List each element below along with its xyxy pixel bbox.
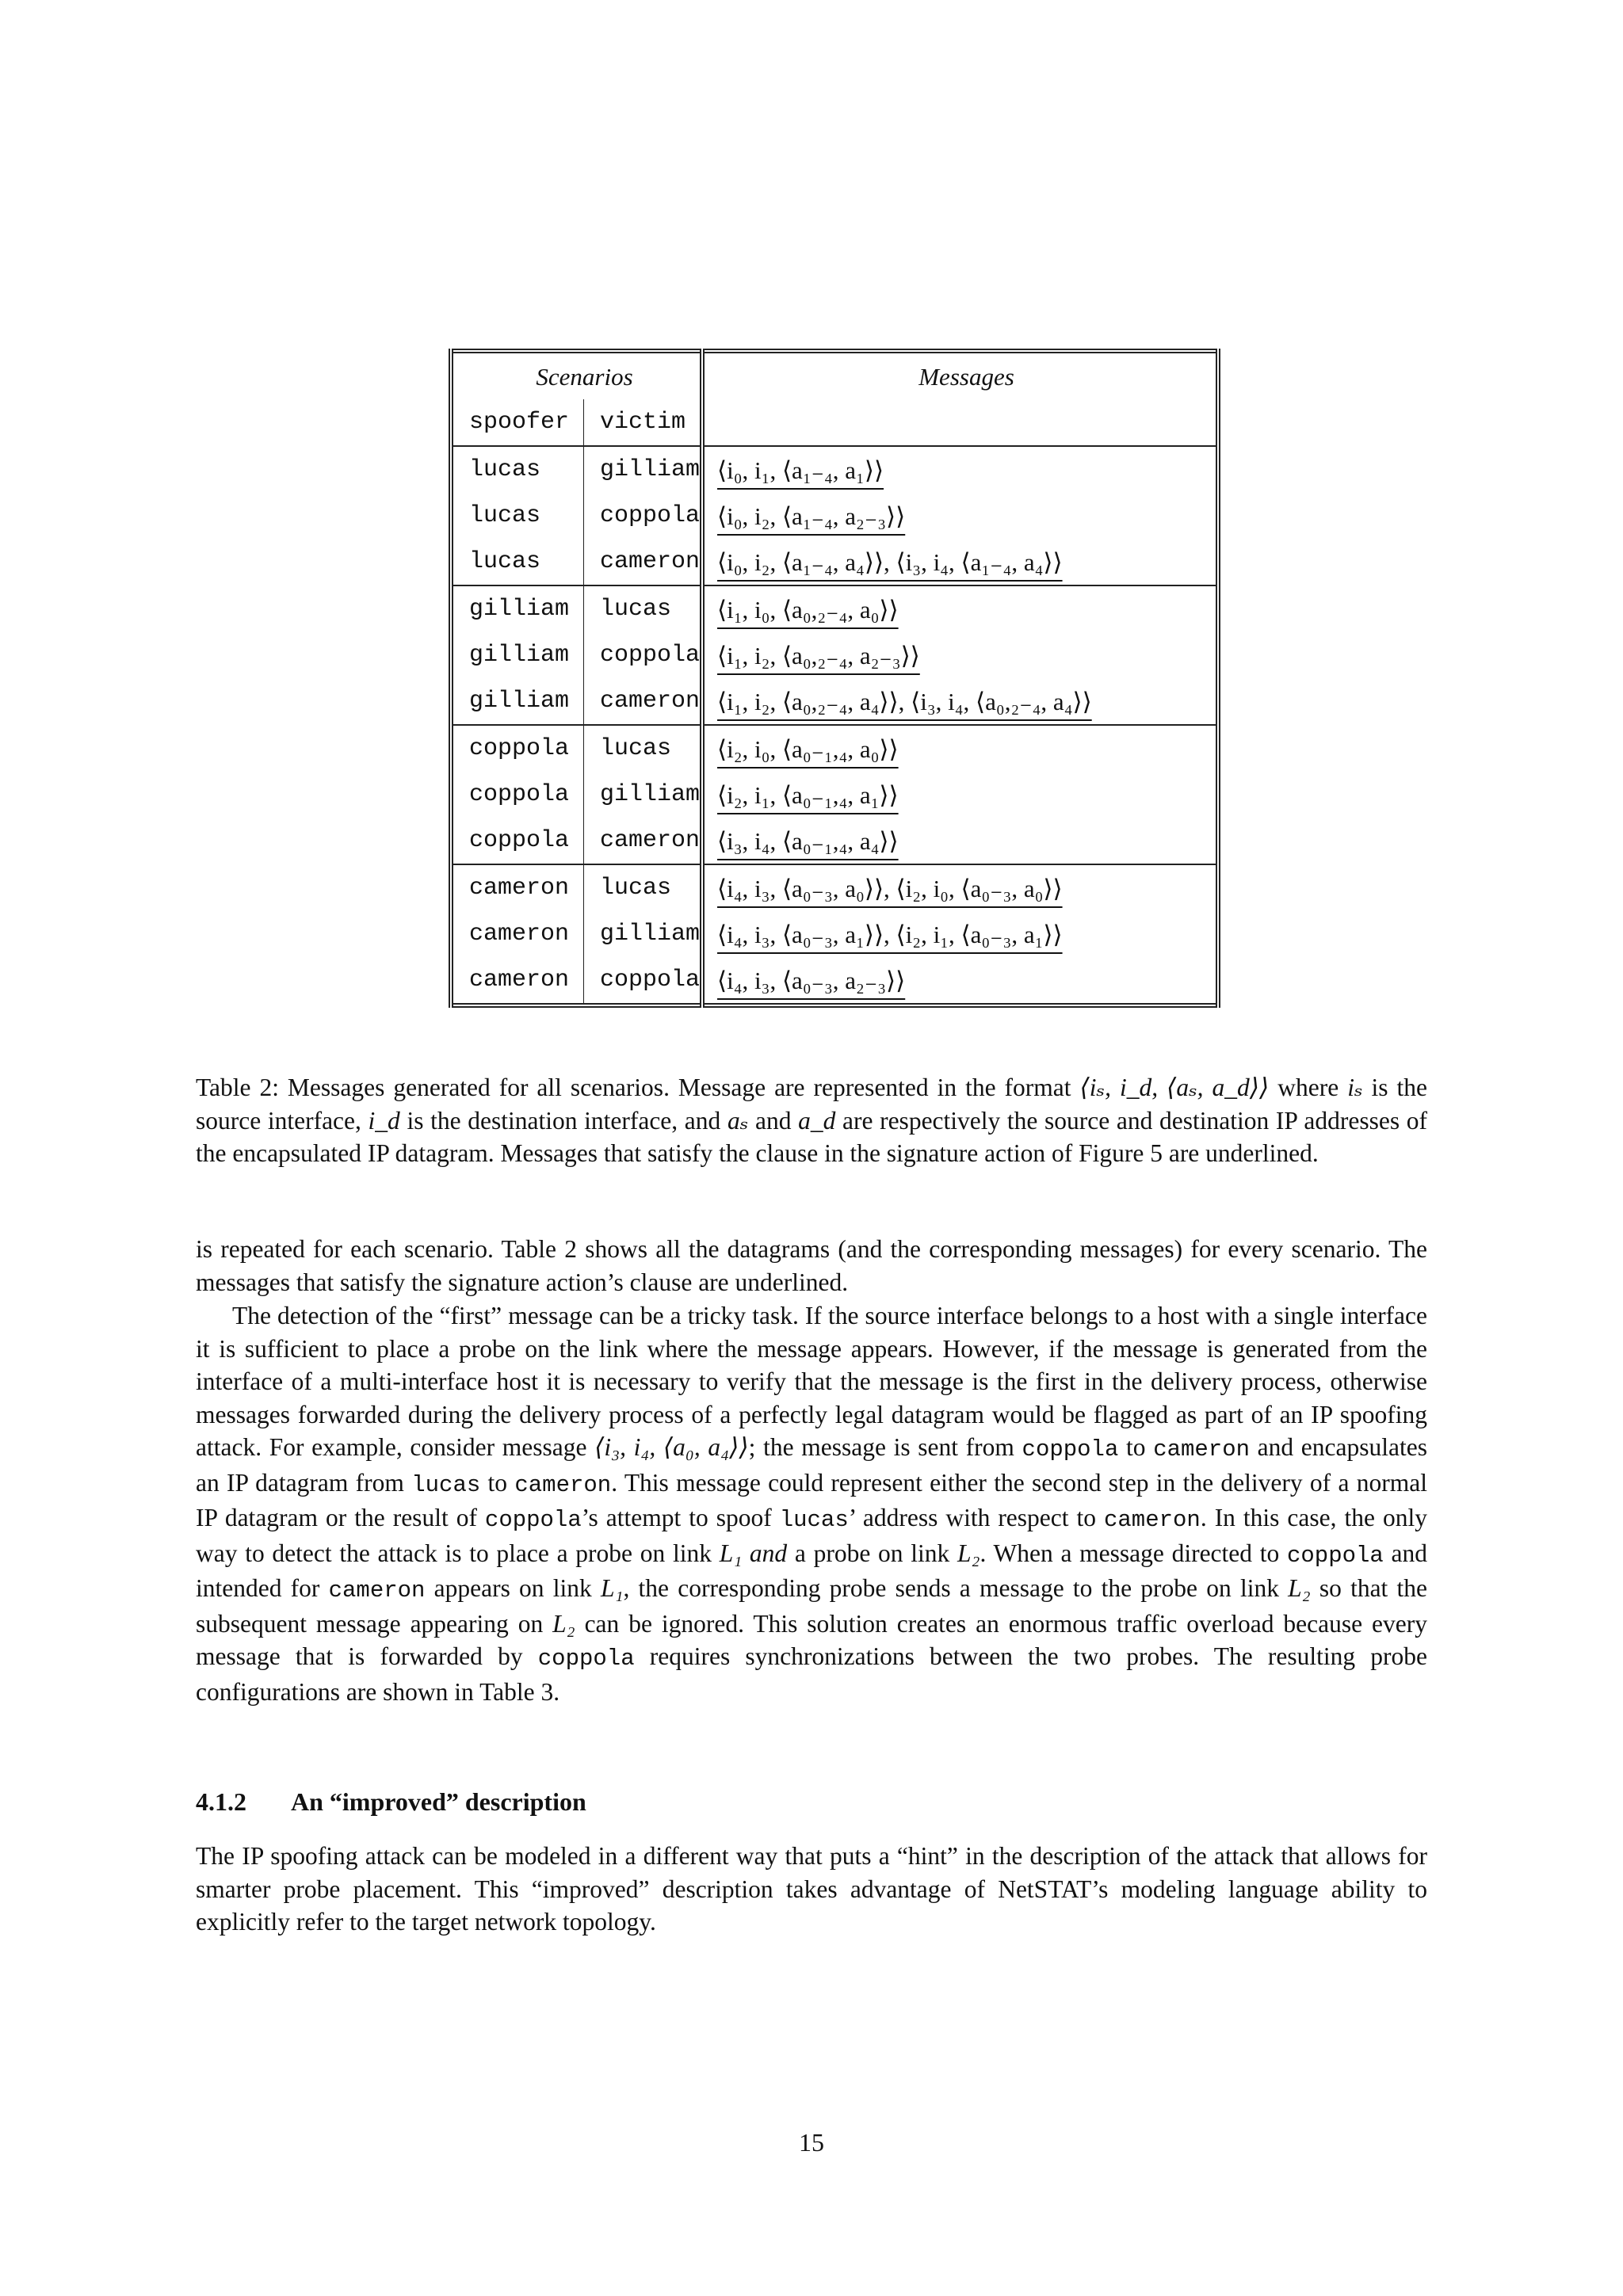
table-header-row	[451, 351, 1218, 399]
spoofer-cell: cameron	[451, 864, 584, 911]
table-row	[451, 539, 1218, 585]
victim-cell: cameron	[584, 818, 703, 864]
messages-cell	[702, 493, 1218, 539]
table-row	[451, 725, 1218, 772]
spoofer-cell: gilliam	[451, 632, 584, 678]
spoofer-cell: lucas	[451, 446, 584, 493]
message-list: ⟨i₀, i₂, ⟨a₁₋₄, a₂₋₃⟩⟩	[717, 502, 906, 530]
host-name: cameron	[328, 1577, 426, 1604]
messages-cell	[702, 725, 1218, 772]
messages-cell	[702, 772, 1218, 818]
spoofer-cell: cameron	[451, 957, 584, 1005]
victim-cell: coppola	[584, 632, 703, 678]
messages-cell	[702, 911, 1218, 957]
victim-cell: gilliam	[584, 772, 703, 818]
table	[449, 349, 1220, 1008]
caption-text: and	[748, 1106, 799, 1135]
table-row	[451, 632, 1218, 678]
text: ’ address with respect to	[848, 1504, 1104, 1531]
host-name: cameron	[1104, 1507, 1201, 1533]
math: L₂	[1288, 1574, 1311, 1602]
caption-text: are respectively the source and destination IP addresses of the encapsulated IP datagram. Messages that satisfy the clause in the signature action of Figure 5 are underlined.	[196, 1106, 1427, 1167]
caption-ad: a_d	[798, 1106, 836, 1135]
paragraph-3: The IP spoofing attack can be modeled in a different way that puts a “hint” in the description of the attack that allows for smarter probe placement. This “improved” description takes advantage of NetSTAT’s modeling language ability to explicitly refer to the target network topology.	[196, 1842, 1427, 1936]
table-row	[451, 772, 1218, 818]
victim-cell: cameron	[584, 539, 703, 585]
caption-text: is the source interface,	[196, 1074, 1428, 1135]
section-number: 4.1.2	[196, 1787, 246, 1816]
spoofer-cell: coppola	[451, 772, 584, 818]
text: a probe on link	[787, 1539, 957, 1567]
caption-id: i_d	[368, 1106, 400, 1135]
math: L₂	[957, 1539, 980, 1567]
text: . When a message directed to	[980, 1539, 1287, 1567]
victim-cell: gilliam	[584, 911, 703, 957]
text: to	[480, 1468, 515, 1497]
text: can be ignored. This solution creates an enormous traffic overload because every message that is forwarded by	[196, 1609, 1427, 1670]
victim-cell: cameron	[584, 678, 703, 725]
message-list: ⟨i₂, i₀, ⟨a₀₋₁,₄, a₀⟩⟩	[717, 734, 899, 763]
section-title: An “improved” description	[291, 1787, 586, 1816]
text: , the corresponding probe sends a message to the probe on link	[623, 1574, 1289, 1602]
host-name: coppola	[1022, 1436, 1119, 1463]
caption-text: is the destination interface, and	[399, 1106, 727, 1135]
caption-format: ⟨iₛ, i_d, ⟨aₛ, a_d⟩⟩	[1079, 1074, 1270, 1101]
victim-cell: coppola	[584, 493, 703, 539]
header-spoofer: spoofer	[451, 399, 584, 446]
text: so that the subsequent message appearing on	[196, 1574, 1427, 1638]
message-list: ⟨i₂, i₁, ⟨a₀₋₁,₄, a₁⟩⟩	[717, 780, 899, 809]
table-row	[451, 678, 1218, 725]
host-name: coppola	[537, 1646, 635, 1672]
messages-cell	[702, 632, 1218, 678]
table-row	[451, 446, 1218, 493]
table-row	[451, 911, 1218, 957]
header-scenarios: Scenarios	[451, 351, 702, 399]
host-name: lucas	[779, 1507, 849, 1533]
message-list: ⟨i₀, i₁, ⟨a₁₋₄, a₁⟩⟩	[717, 456, 884, 484]
text: ’s attempt to spoof	[581, 1504, 780, 1531]
message-list: ⟨i₀, i₂, ⟨a₁₋₄, a₄⟩⟩, ⟨i₃, i₄, ⟨a₁₋₄, a₄⟩⟩	[717, 547, 1063, 576]
paragraph-2	[196, 1299, 1427, 1708]
text: requires synchronizations between the two probes. The resulting probe configurations are shown in Table 3.	[196, 1642, 1427, 1706]
table-row	[451, 957, 1218, 1005]
text: . This message could represent either the second step in the delivery of a normal IP datagram or the result of	[196, 1468, 1427, 1531]
victim-cell: lucas	[584, 725, 703, 772]
victim-cell: gilliam	[584, 446, 703, 493]
table-caption	[196, 1071, 1427, 1170]
text: ; the message is sent from	[748, 1433, 1022, 1461]
paragraph-1: is repeated for each scenario. Table 2 shows all the datagrams (and the corresponding messages) for every scenario. The messages that satisfy the signature action’s clause are underlined.	[196, 1235, 1427, 1296]
message-list: ⟨i₁, i₀, ⟨a₀,₂₋₄, a₀⟩⟩	[717, 595, 899, 624]
header-messages: Messages	[702, 351, 1218, 399]
messages-cell	[702, 864, 1218, 911]
message-list: ⟨i₄, i₃, ⟨a₀₋₃, a₁⟩⟩, ⟨i₂, i₁, ⟨a₀₋₃, a₁⟩⟩	[717, 920, 1063, 948]
text: The detection of the “first” message can be a tricky task. If the source interface belongs to a host with a single interface it is sufficient to place a probe on the link where the message appears. However, if the message is generated from the interface of a multi-interface host it is necessary to verify that the message is the first in the delivery process, otherwise messages forwarded during the delivery process of a perfectly legal datagram would be flagged as part of an IP spoofing attack. For example, consider message	[196, 1302, 1427, 1461]
message-list: ⟨i₄, i₃, ⟨a₀₋₃, a₂₋₃⟩⟩	[717, 966, 906, 994]
victim-cell: lucas	[584, 585, 703, 632]
text: and intended for	[196, 1539, 1428, 1602]
page-number: 15	[799, 2128, 824, 2157]
math: L₂	[552, 1609, 575, 1638]
messages-table	[449, 349, 1220, 1008]
spoofer-cell: lucas	[451, 493, 584, 539]
section-heading	[196, 1787, 586, 1817]
table-row	[451, 493, 1218, 539]
host-name: lucas	[411, 1471, 481, 1498]
host-name: coppola	[484, 1507, 582, 1533]
caption-text: Table 2: Messages generated for all scenarios. Message are represented in the format	[196, 1074, 1080, 1101]
caption-is: iₛ	[1347, 1074, 1363, 1101]
spoofer-cell: gilliam	[451, 678, 584, 725]
math: ⟨i₃, i₄, ⟨a₀, a₄⟩⟩	[594, 1433, 749, 1461]
header-victim: victim	[584, 399, 703, 446]
math: L₁	[600, 1574, 624, 1602]
math: L₁	[719, 1539, 743, 1567]
header-empty	[702, 399, 1218, 446]
spoofer-cell: coppola	[451, 818, 584, 864]
host-name: cameron	[1153, 1436, 1251, 1463]
table-subheader-row	[451, 399, 1218, 446]
messages-cell	[702, 446, 1218, 493]
messages-cell	[702, 585, 1218, 632]
victim-cell: lucas	[584, 864, 703, 911]
message-list: ⟨i₃, i₄, ⟨a₀₋₁,₄, a₄⟩⟩	[717, 826, 899, 855]
message-list: ⟨i₄, i₃, ⟨a₀₋₃, a₀⟩⟩, ⟨i₂, i₀, ⟨a₀₋₃, a₀⟩⟩	[717, 874, 1063, 902]
messages-cell	[702, 539, 1218, 585]
messages-cell	[702, 678, 1218, 725]
table-row	[451, 818, 1218, 864]
table-row	[451, 864, 1218, 911]
message-list: ⟨i₁, i₂, ⟨a₀,₂₋₄, a₂₋₃⟩⟩	[717, 641, 920, 669]
caption-as: aₛ	[727, 1106, 749, 1135]
spoofer-cell: gilliam	[451, 585, 584, 632]
text: to	[1118, 1433, 1154, 1461]
spoofer-cell: coppola	[451, 725, 584, 772]
emphasis: and	[749, 1539, 788, 1567]
caption-text: where	[1269, 1074, 1348, 1101]
spoofer-cell: lucas	[451, 539, 584, 585]
messages-cell	[702, 957, 1218, 1005]
text: . In this case, the only way to detect the attack is to place a probe on link	[196, 1504, 1427, 1567]
text: and encapsulates an IP datagram from	[196, 1433, 1427, 1497]
message-list: ⟨i₁, i₂, ⟨a₀,₂₋₄, a₄⟩⟩, ⟨i₃, i₄, ⟨a₀,₂₋₄, a₄⟩⟩	[717, 687, 1092, 715]
victim-cell: coppola	[584, 957, 703, 1005]
text: appears on link	[425, 1574, 601, 1602]
host-name: cameron	[514, 1471, 612, 1498]
spoofer-cell: cameron	[451, 911, 584, 957]
messages-cell	[702, 818, 1218, 864]
host-name: coppola	[1286, 1542, 1384, 1569]
table-row	[451, 585, 1218, 632]
